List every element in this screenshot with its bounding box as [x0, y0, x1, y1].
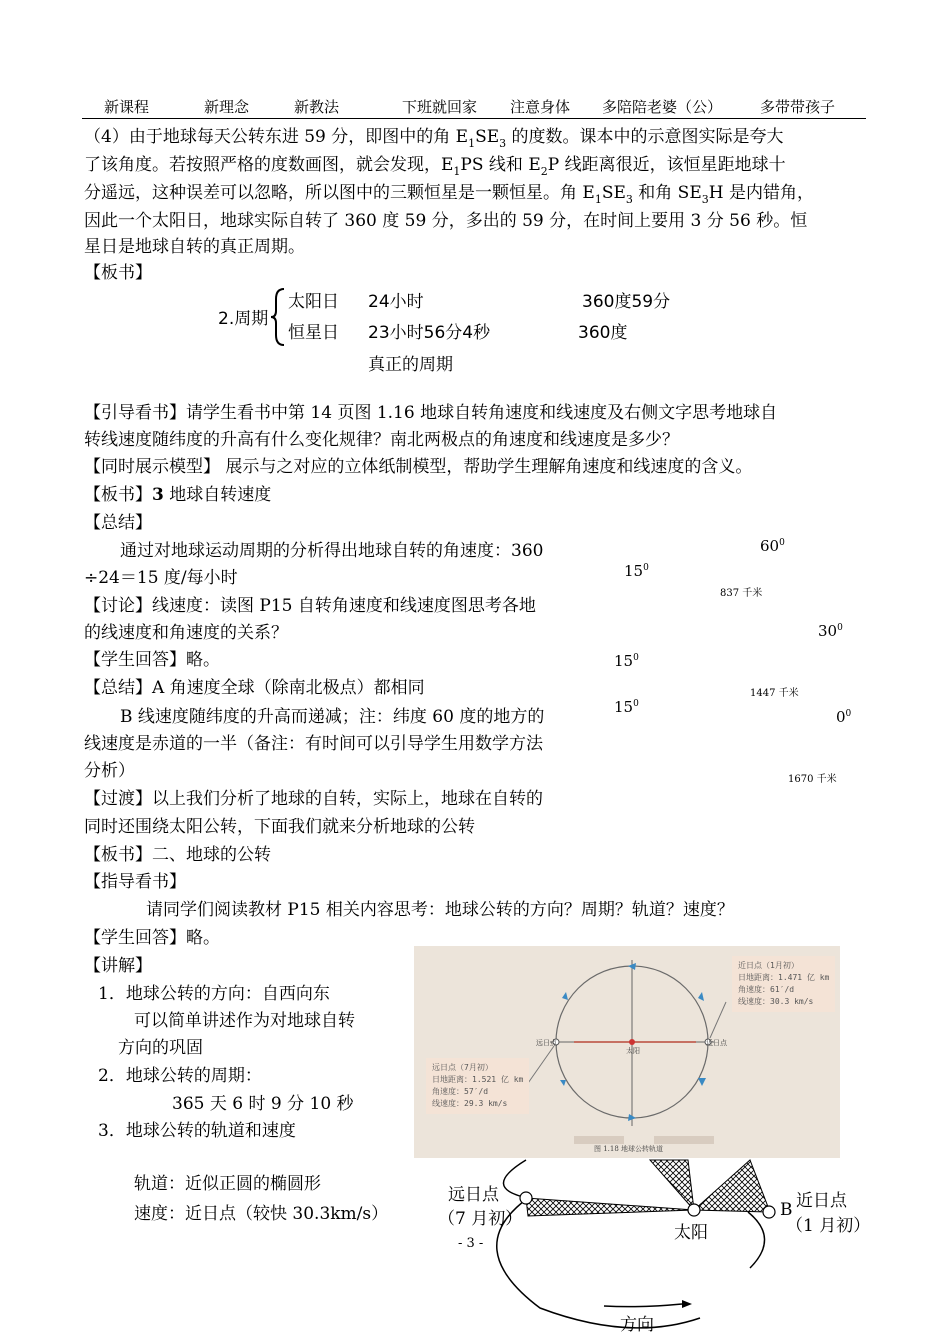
header-item: 新教法: [294, 98, 340, 116]
header-item: 新理念: [204, 98, 250, 116]
photo-caption: 图 1.18 地球公转轨道: [594, 1145, 664, 1153]
guide-read-line: 请同学们阅读教材 P15 相关内容思考：地球公转的方向？周期？轨道？速度？: [146, 900, 734, 920]
discussion-line: 的线速度和角速度的关系？: [84, 623, 288, 643]
answer-line: 【学生回答】略。: [84, 650, 220, 670]
lat-0: $0^0$: [836, 708, 852, 726]
lat-15: $15^0$: [614, 652, 639, 670]
header-item: 多陪陪老婆（公）: [602, 98, 723, 116]
explain-item: 1．地球公转的方向：自西向东: [98, 984, 330, 1004]
sidereal-day-degree: 360度: [578, 323, 628, 343]
header-item: 多带带孩子: [760, 98, 836, 116]
perihelion-info: 近日点（1月初） 日地距离：1.471 亿 km 角速度：61′/d 线速度：30.3 km/s: [732, 956, 835, 1012]
model-line: 【同时展示模型】 展示与之对应的立体纸制模型，帮助学生理解角速度和线速度的含义。: [84, 457, 753, 477]
orbit-speed: 速度：近日点（较快 30.3km/s）: [134, 1204, 389, 1224]
lat-15: $15^0$: [624, 562, 649, 580]
point-b: B: [780, 1200, 793, 1220]
explain-item: 方向的巩固: [118, 1038, 203, 1058]
transition-line: 【过渡】以上我们分析了地球的自转，实际上，地球在自转的: [84, 789, 543, 809]
photo-aphelion: 远日点: [536, 1039, 557, 1047]
summary-line: 通过对地球运动周期的分析得出地球自转的角速度：360: [120, 541, 544, 561]
para4-line: （4）由于地球每天公转东进 59 分，即图中的角 $E_1SE_3$ 的度数。课本中的示意图实际是夸大: [84, 127, 784, 150]
speed-1670: 1670 千米: [788, 774, 837, 785]
para4-line: 分遥远，这种误差可以忽略，所以图中的三颗恒星是一颗恒星。角 $E_1SE_3$ 和角 $SE_3H$ 是内错角，: [84, 183, 814, 206]
header-item: 下班就回家: [402, 98, 478, 116]
para4-line: 星日是地球自转的真正周期。: [84, 237, 305, 257]
brace-icon: [270, 287, 288, 347]
aphelion-time: （7 月初）: [438, 1209, 523, 1229]
orbit-photo: [414, 946, 840, 1158]
summary-label: 【总结】: [84, 513, 152, 533]
header-item: 注意身体: [510, 98, 571, 116]
summary-a: 【总结】A 角速度全球（除南北极点）都相同: [84, 678, 425, 698]
period-label: 2.周期: [218, 309, 269, 329]
page-number: - 3 -: [458, 1236, 484, 1251]
explain-item: 2．地球公转的周期：: [98, 1066, 262, 1086]
sun-label: 太阳: [674, 1223, 708, 1243]
page-header: [82, 96, 866, 119]
summary-b: B 线速度随纬度的升高而递减；注：纬度 60 度的地方的: [120, 707, 545, 727]
perihelion-time: （1 月初）: [786, 1216, 871, 1236]
solar-day-time: 24小时: [368, 292, 424, 312]
guide-read-label: 【指导看书】: [84, 872, 186, 892]
guide-line: 转线速度随纬度的升高有什么变化规律？南北两极点的角速度和线速度是多少？: [84, 430, 679, 450]
speed-837: 837 千米: [720, 588, 763, 599]
solar-day: 太阳日: [288, 292, 339, 312]
summary-line: ÷24＝15 度/每小时: [84, 568, 238, 588]
para4-line: 因此一个太阳日，地球实际自转了 360 度 59 分，多出的 59 分，在时间上要用 3 分 56 秒。恒: [84, 211, 808, 231]
orbit-shape: 轨道：近似正圆的椭圆形: [134, 1174, 321, 1194]
lat-60: $60^0$: [760, 537, 785, 555]
photo-perihelion: 近日点: [706, 1039, 727, 1047]
header-item: 新课程: [104, 98, 150, 116]
solar-day-degree: 360度59分: [582, 292, 671, 312]
blackboard-revolution: 【板书】二、地球的公转: [84, 845, 271, 865]
explain-item: 365 天 6 时 9 分 10 秒: [172, 1094, 354, 1114]
photo-sun: 太阳: [626, 1047, 640, 1055]
sidereal-day-time: 23小时56分4秒: [368, 323, 491, 343]
explain-item: 可以简单讲述作为对地球自转: [134, 1011, 355, 1031]
aphelion-label: 远日点: [448, 1185, 499, 1205]
summary-b: 线速度是赤道的一半（备注：有时间可以引导学生用数学方法: [84, 734, 543, 754]
perihelion-label: 近日点: [796, 1191, 847, 1211]
answer-line: 【学生回答】略。: [84, 928, 220, 948]
lat-15: $15^0$: [614, 698, 639, 716]
guide-line: 【引导看书】请学生看书中第 14 页图 1.16 地球自转角速度和线速度及右侧文字思考地球自: [84, 403, 778, 423]
explain-item: 3．地球公转的轨道和速度: [98, 1121, 296, 1141]
summary-b: 分析）: [84, 761, 135, 781]
blackboard-speed: 【板书】3 地球自转速度: [84, 485, 272, 505]
discussion-line: 【讨论】线速度：读图 P15 自转角速度和线速度图思考各地: [84, 596, 536, 616]
lat-30: $30^0$: [818, 622, 843, 640]
para4-line: 了该角度。若按照严格的度数画图，就会发现，$E_1PS$ 线和 $E_2P$ 线距离很近，该恒星距地球十: [84, 155, 786, 178]
transition-line: 同时还围绕太阳公转，下面我们就来分析地球的公转: [84, 817, 475, 837]
explain-label: 【讲解】: [84, 956, 152, 976]
direction-label: 方向: [620, 1315, 654, 1335]
true-period: 真正的周期: [368, 355, 453, 375]
sidereal-day: 恒星日: [288, 323, 339, 343]
aphelion-info: 远日点（7月初） 日地距离：1.521 亿 km 角速度：57′/d 线速度：29.3 km/s: [426, 1058, 529, 1114]
blackboard-label: 【板书】: [84, 263, 152, 283]
speed-1447: 1447 千米: [750, 688, 799, 699]
